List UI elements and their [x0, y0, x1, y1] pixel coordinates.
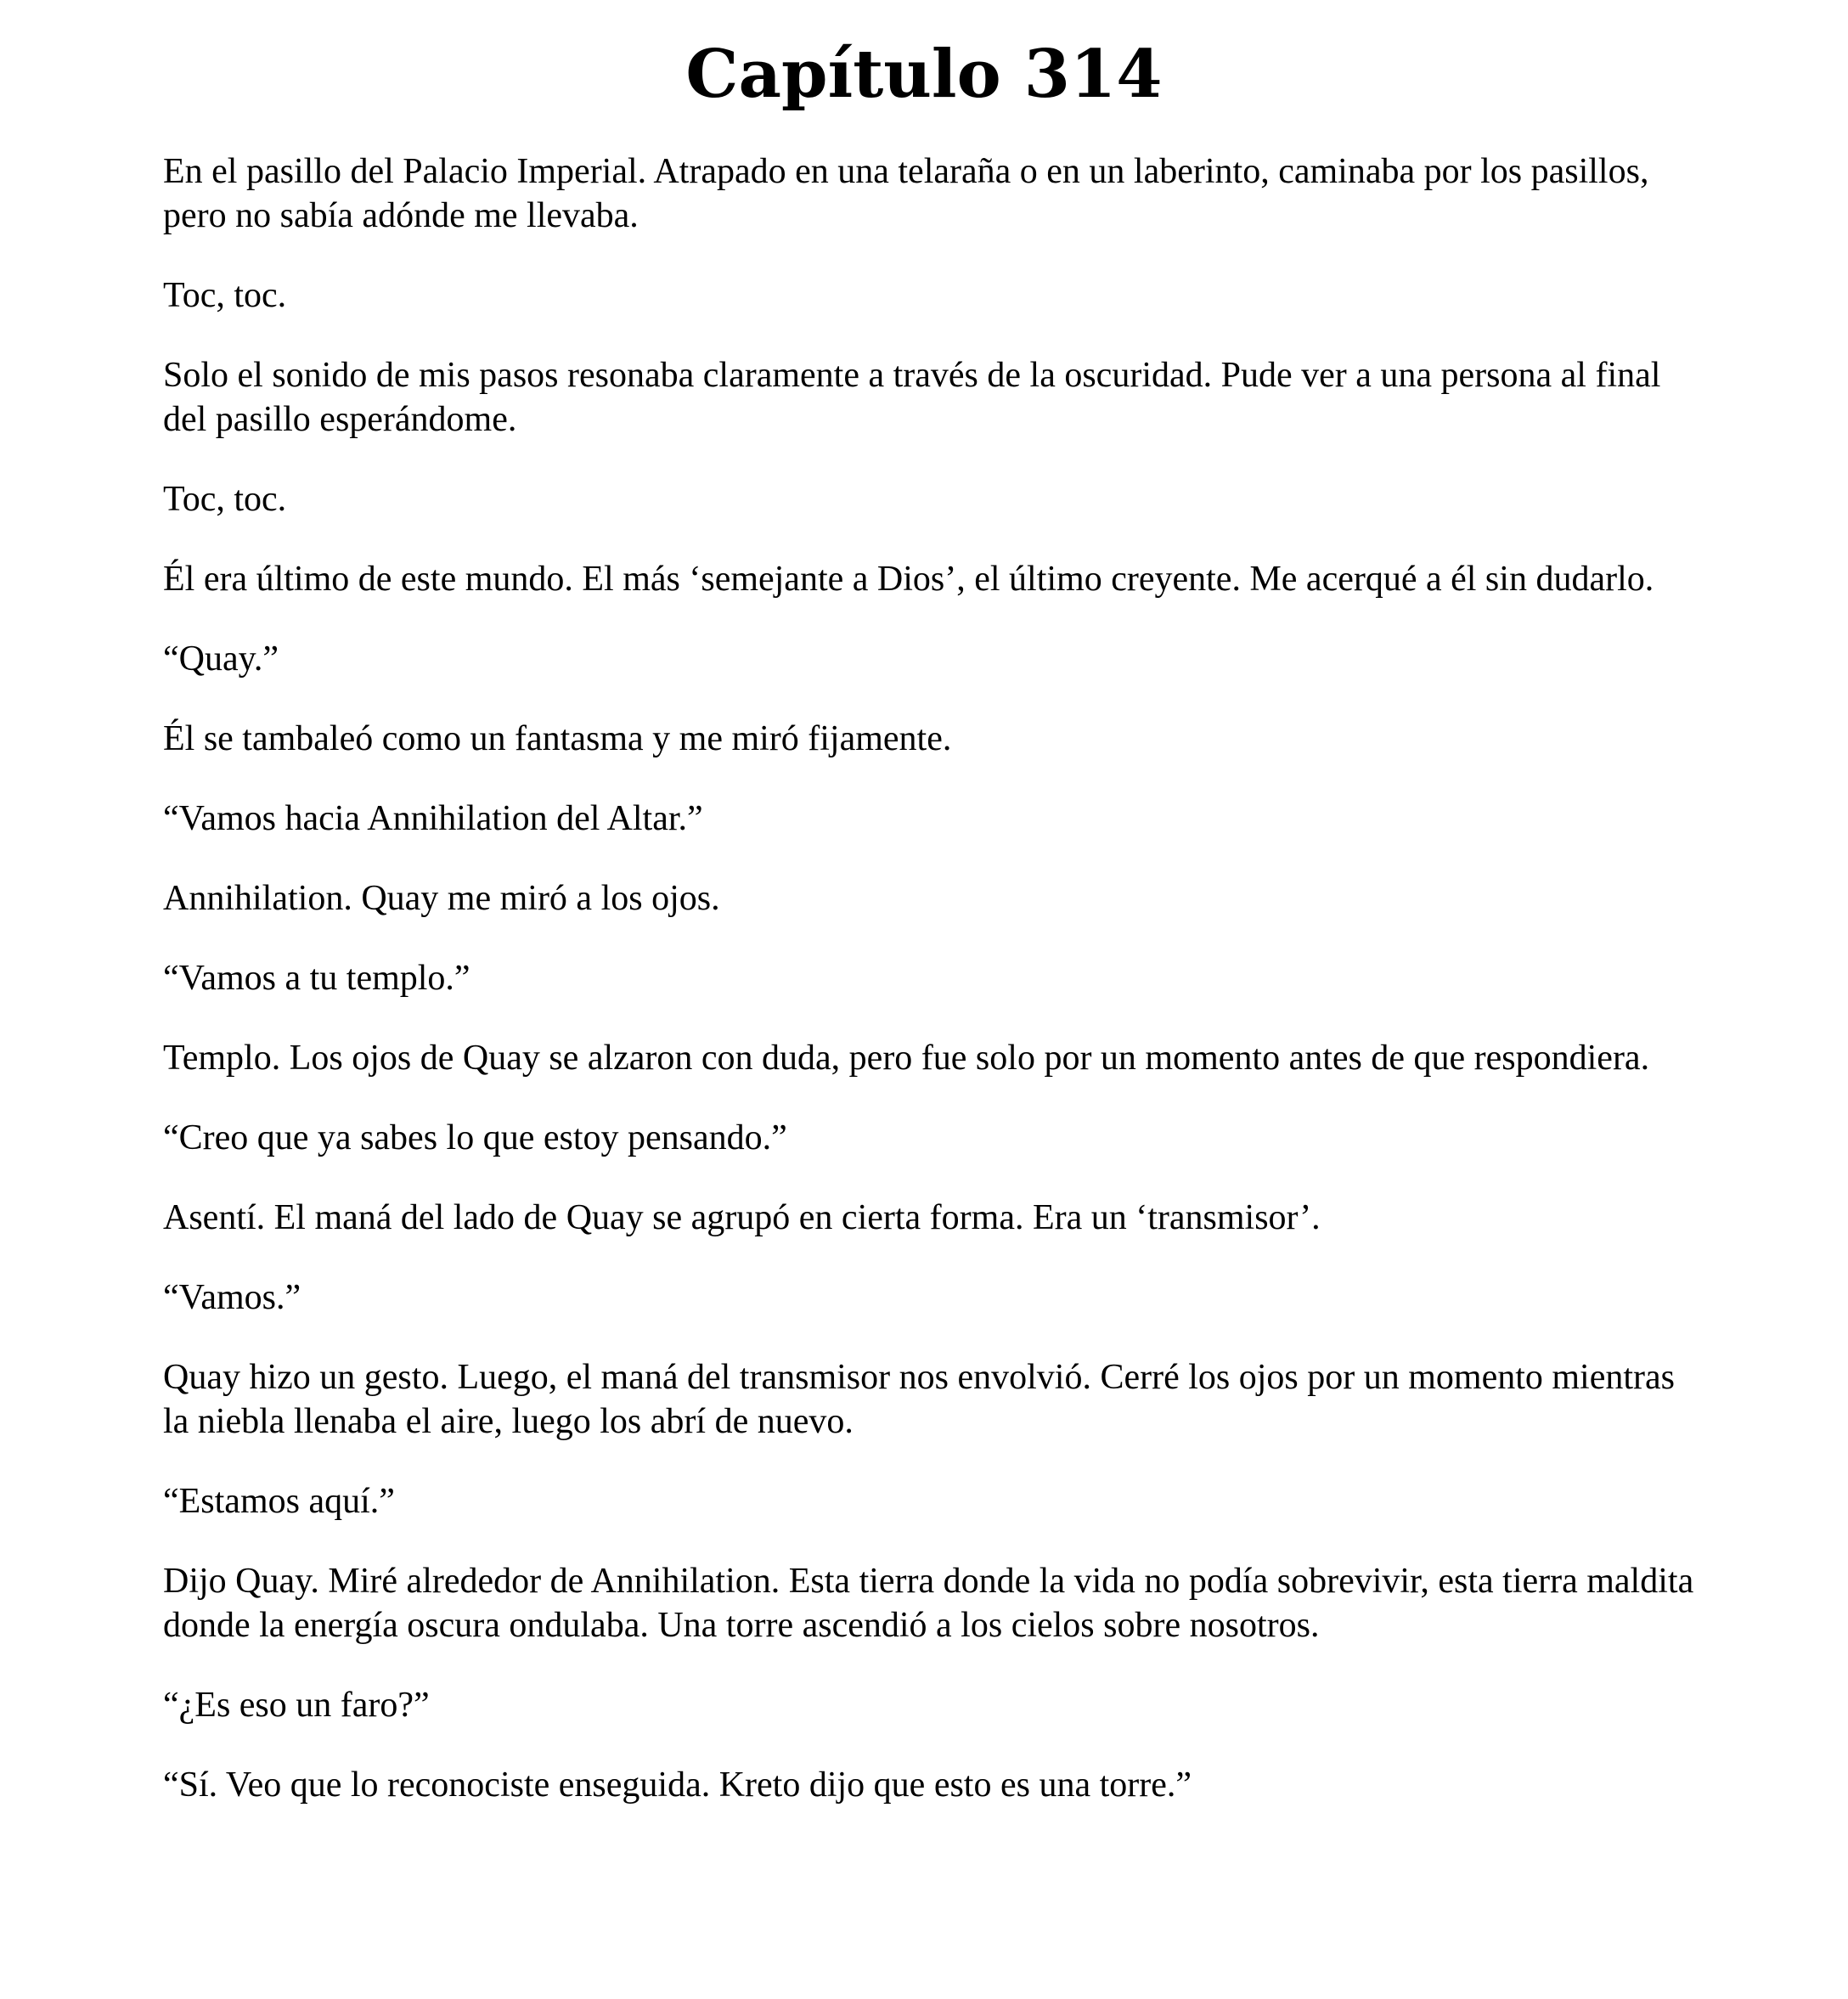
- paragraph: Dijo Quay. Miré alrededor de Annihilation. Esta tierra donde la vida no podía sobrevivir, esta tierra maldita donde la energía oscura ondulaba. Una torre ascendió a los cielos sobre nosotros.: [163, 1562, 1694, 1645]
- paragraph: Él era último de este mundo. El más ‘semejante a Dios’, el último creyente. Me acerqué a él sin dudarlo.: [163, 560, 1654, 599]
- paragraph: Solo el sonido de mis pasos resonaba claramente a través de la oscuridad. Pude ver a una persona al final del pasillo esperándome.: [163, 356, 1661, 439]
- paragraph: Toc, toc.: [163, 480, 287, 519]
- paragraph: “Quay.”: [163, 639, 279, 679]
- paragraph: Asentí. El maná del lado de Quay se agrupó en cierta forma. Era un ‘transmisor’.: [163, 1198, 1321, 1237]
- paragraph: Toc, toc.: [163, 276, 287, 315]
- paragraph: “Estamos aquí.”: [163, 1482, 395, 1521]
- chapter-body: [163, 149, 1700, 1843]
- paragraph: Templo. Los ojos de Quay se alzaron con duda, pero fue solo por un momento antes de que respondiera.: [163, 1039, 1650, 1078]
- paragraph: Quay hizo un gesto. Luego, el maná del transmisor nos envolvió. Cerré los ojos por un momento mientras la niebla llenaba el aire, luego los abrí de nuevo.: [163, 1358, 1675, 1441]
- paragraph: “¿Es eso un faro?”: [163, 1686, 430, 1725]
- paragraph: En el pasillo del Palacio Imperial. Atrapado en una telaraña o en un laberinto, caminaba por los pasillos, pero no sabía adónde me llevaba.: [163, 152, 1649, 235]
- paragraph: “Vamos hacia Annihilation del Altar.”: [163, 799, 703, 838]
- paragraph: Él se tambaleó como un fantasma y me miró fijamente.: [163, 719, 952, 758]
- chapter-title: Capítulo 314: [685, 36, 1163, 113]
- paragraph: “Sí. Veo que lo reconociste enseguida. Kreto dijo que esto es una torre.”: [163, 1765, 1192, 1805]
- paragraph: “Vamos.”: [163, 1278, 301, 1317]
- paragraph: Annihilation. Quay me miró a los ojos.: [163, 879, 720, 918]
- paragraph: “Creo que ya sabes lo que estoy pensando.”: [163, 1118, 787, 1157]
- paragraph: “Vamos a tu templo.”: [163, 959, 470, 998]
